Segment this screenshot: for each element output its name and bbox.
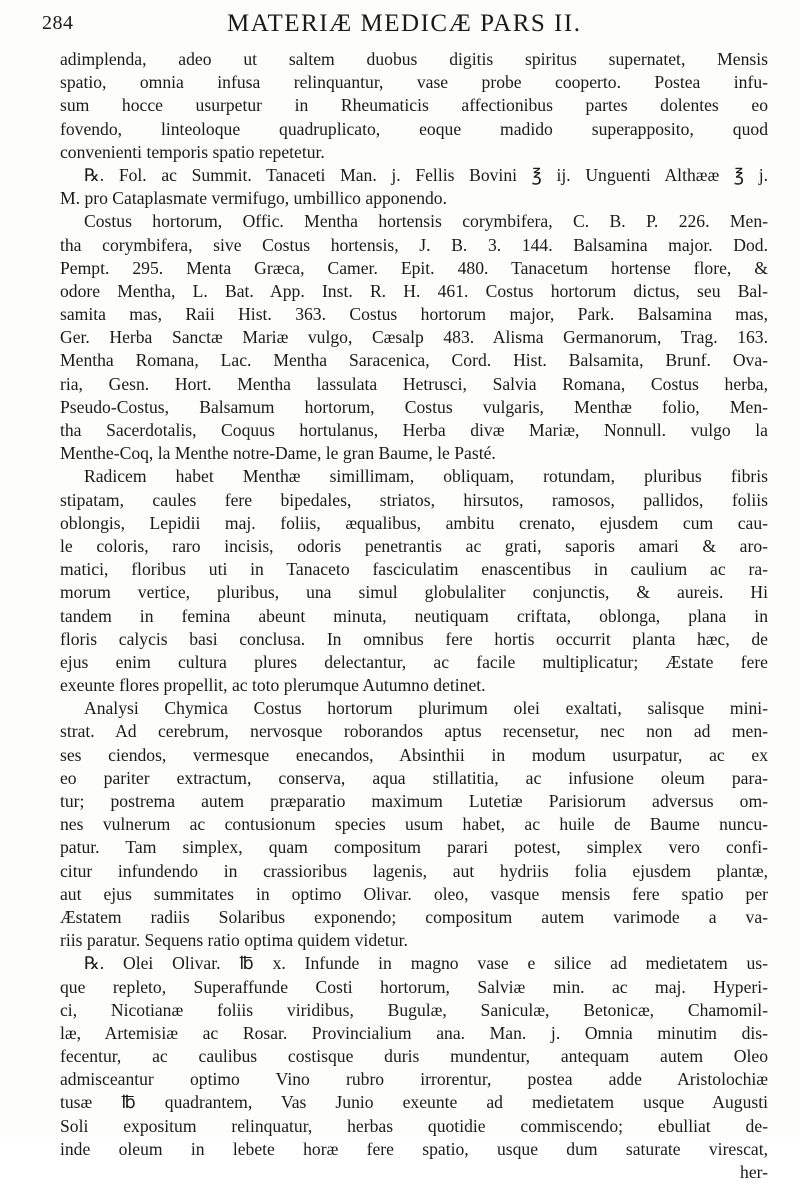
- text-line: adimplenda, adeo ut saltem duobus digitis spiritus supernatet, Mensis: [60, 49, 768, 69]
- text-line: ci, Nicotianæ foliis viridibus, Bugulæ, Saniculæ, Betonicæ, Chamomil-: [60, 999, 768, 1020]
- text-line: eo pariter extractum, conserva, aqua stillatitia, ac infusione oleum para-: [60, 767, 768, 788]
- text-line: stipatam, caules fere bipedales, striatos, hirsutos, ramosos, pallidos, foliis: [60, 489, 768, 510]
- text-line: tusæ ℔ quadrantem, Vas Junio exeunte ad medietatem usque Augusti: [60, 1092, 768, 1113]
- text-line: morum vertice, pluribus, una simul globulaliter conjunctis, & aureis. Hi: [60, 582, 768, 603]
- text-line: Mentha Romana, Lac. Mentha Saracenica, Cord. Hist. Balsamita, Brunf. Ova-: [60, 350, 768, 371]
- text-line: fecentur, ac caulibus costisque duris mundentur, antequam autem Oleo: [60, 1046, 768, 1067]
- text-line: Ger. Herba Sanctæ Mariæ vulgo, Cæsalp 483. Alisma Germanorum, Trag. 163.: [60, 327, 768, 348]
- body-text: [60, 48, 768, 1184]
- text-line: citur infundendo in crassioribus lagenis, aut hydriis folia ejusdem plantæ,: [60, 860, 768, 881]
- text-line: Radicem habet Menthæ simillimam, obliquam, rotundam, pluribus fibris: [84, 466, 768, 487]
- text-line: Soli expositum relinquatur, herbas quotidie commiscendo; ebulliat de-: [60, 1115, 768, 1136]
- page-number: 284: [42, 12, 74, 34]
- text-line: Pempt. 295. Menta Græca, Camer. Epit. 480. Tanacetum hortense flore, &: [60, 257, 768, 278]
- text-line: que repleto, Superaffunde Costi hortorum, Salviæ min. ac maj. Hyperi-: [60, 976, 768, 997]
- text-line: spatio, omnia infusa relinquantur, vase probe cooperto. Postea infu-: [60, 72, 768, 93]
- text-line: aut ejus summitates in optimo Olivar. oleo, vasque mensis fere spatio per: [60, 883, 768, 904]
- text-line: tur; postrema autem præparatio maximum Lutetiæ Parisiorum adversus om-: [60, 791, 768, 811]
- text-line: convenienti temporis spatio repetetur.: [60, 141, 325, 162]
- running-title: MATERIÆ MEDICÆ PARS II.: [227, 10, 582, 37]
- text-line: Æstatem radiis Solaribus exponendo; compositum autem varimode a va-: [60, 906, 768, 927]
- text-line: patur. Tam simplex, quam compositum parari potest, simplex vero confi-: [60, 837, 768, 858]
- text-line: matici, floribus uti in Tanaceto fasciculatim enascentibus in caulium ac ra-: [60, 559, 768, 580]
- text-line: inde oleum in lebete horæ fere spatio, usque dum saturate virescat,: [60, 1138, 768, 1159]
- text-line: admisceantur optimo Vino rubro irrorentur, postea adde Aristolochiæ: [60, 1069, 768, 1090]
- text-line: nes vulnerum ac contusionum species usum habet, ac huile de Baume nuncu-: [60, 814, 768, 835]
- text-line: tandem in femina abeunt minuta, neutiquam criftata, oblonga, plana in: [60, 605, 768, 626]
- text-line: samita mas, Raii Hist. 363. Costus hortorum major, Park. Balsamina mas,: [60, 304, 768, 325]
- text-line: ℞. Olei Olivar. ℔ x. Infunde in magno vase e silice ad medietatem us-: [84, 953, 768, 974]
- text-line: sum hocce usurpetur in Rheumaticis affectionibus partes dolentes eo: [60, 95, 768, 116]
- text-line: Pseudo-Costus, Balsamum hortorum, Costus vulgaris, Menthæ folio, Men-: [60, 396, 768, 417]
- text-line: odore Mentha, L. Bat. App. Inst. R. H. 461. Costus hortorum dictus, seu Bal-: [60, 280, 768, 301]
- catchword: her-: [740, 1162, 768, 1182]
- text-line: ses ciendos, vermesque enecandos, Absinthii in modum usurpatur, ac ex: [60, 744, 768, 765]
- page-header: [42, 10, 752, 40]
- text-line: exeunte flores propellit, ac toto plerumque Autumno detinet.: [60, 675, 486, 696]
- text-line: læ, Artemisiæ ac Rosar. Provincialium ana. Man. j. Omnia minutim dis-: [60, 1022, 768, 1043]
- text-line: ejus enim cultura plures delectantur, ac facile multiplicatur; Æstate fere: [60, 651, 768, 672]
- text-line: Analysi Chymica Costus hortorum plurimum olei exaltati, salisque mini-: [84, 698, 768, 719]
- text-line: M. pro Cataplasmate vermifugo, umbillico apponendo.: [60, 188, 447, 209]
- text-line: tha corymbifera, sive Costus hortensis, J. B. 3. 144. Balsamina major. Dod.: [60, 234, 768, 255]
- text-line: fovendo, linteoloque quadruplicato, eoque madido superapposito, quod: [60, 118, 768, 139]
- text-line: riis paratur. Sequens ratio optima quidem videtur.: [60, 930, 408, 951]
- text-line: ℞. Fol. ac Summit. Tanaceti Man. j. Fellis Bovini ℥ ij. Unguenti Althææ ℥ j.: [84, 164, 768, 185]
- text-line: strat. Ad cerebrum, nervosque roborandos aptus recensetur, nec non ad men-: [60, 721, 768, 742]
- text-line: floris calycis basi conclusa. In omnibus fere hortis occurrit planta hæc, de: [60, 628, 768, 649]
- text-line: le coloris, raro incisis, odoris penetrantis ac grati, saporis amari & aro-: [60, 535, 768, 556]
- text-line: Menthe-Coq, la Menthe notre-Dame, le gran Baume, le Pasté.: [60, 443, 496, 464]
- text-line: tha Sacerdotalis, Coquus hortulanus, Herba divæ Mariæ, Nonnull. vulgo la: [60, 420, 768, 440]
- text-line: oblongis, Lepidii maj. foliis, æqualibus, ambitu crenato, ejusdem cum cau-: [60, 512, 768, 533]
- text-line: Costus hortorum, Offic. Mentha hortensis corymbifera, C. B. P. 226. Men-: [84, 211, 768, 232]
- text-line: ria, Gesn. Hort. Mentha lassulata Hetrusci, Salvia Romana, Costus herba,: [60, 373, 768, 394]
